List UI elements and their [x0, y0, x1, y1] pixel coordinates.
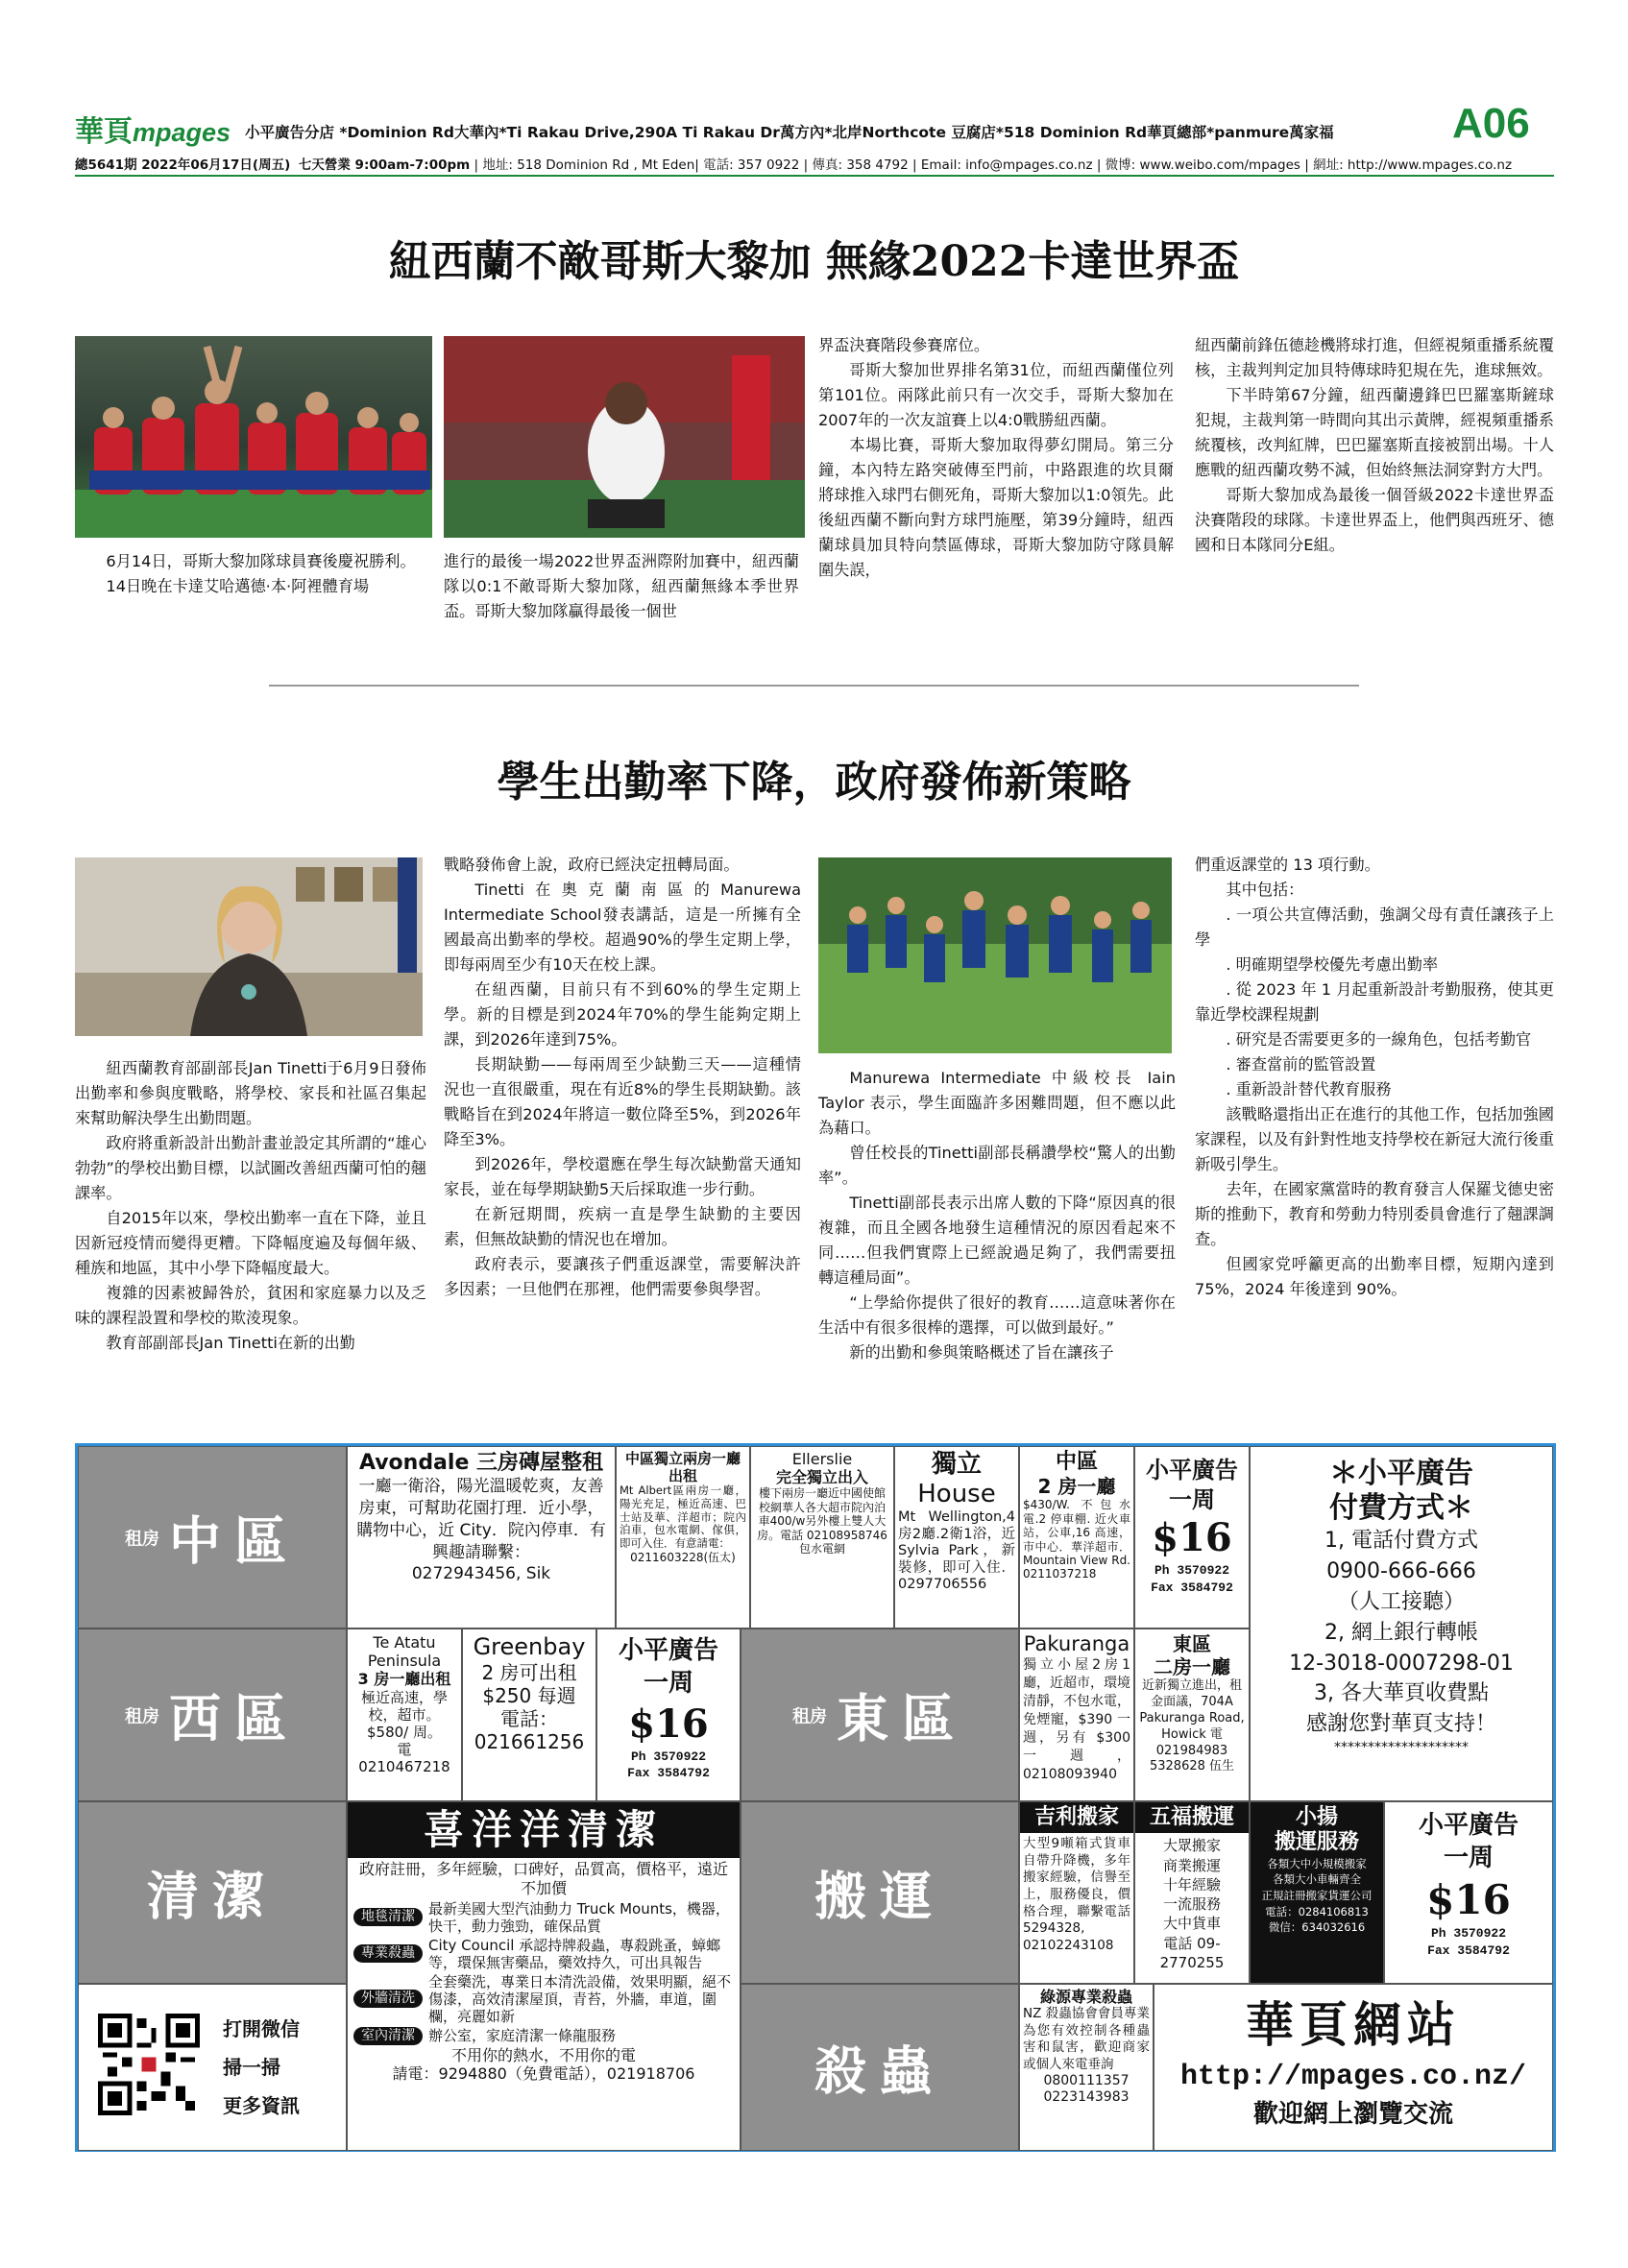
- payment-title: ＊小平廣告: [1329, 1457, 1473, 1490]
- ad-body: 樓下兩房一廳近中國使館校網華人各大超市院內泊車400/w另外樓上雙人大房。電話 02108958746: [757, 1486, 887, 1542]
- ad-body: 獨立小屋2房1廳，近超市，環境清靜，不包水電，免煙寵，$390 一週，另有 $300 一週，02108093940: [1023, 1657, 1130, 1782]
- ad-title: 吉利搬家: [1020, 1802, 1133, 1833]
- paragraph: 長期缺勤——每兩周至少缺勤三天——這種情況也一直很嚴重，現在有近8%的學生長期缺勤。該戰略旨在到2024年將這一數位降至5%，到2026年降至3%。: [444, 1055, 801, 1148]
- paragraph: . 一項公共宣傳活動，強調父母有責任讓孩子上學: [1195, 905, 1554, 949]
- paragraph: 6月14日，哥斯大黎加隊球員賽後慶祝勝利。: [106, 552, 416, 570]
- article2-col3: [818, 1066, 1176, 1365]
- ad-body: 各類大中小規模搬家 各類大小車輛齊全 正規註冊搬家貨運公司 電話：0284106813 微信：634032616: [1261, 1856, 1373, 1935]
- ad-subtitle: 搬運服務: [1274, 1830, 1359, 1855]
- ad-phone: 電 0210467218: [358, 1740, 450, 1775]
- paragraph: 新的出勤和參與策略概述了旨在讓孩子: [849, 1343, 1114, 1362]
- ad-jili-moving[interactable]: [1019, 1801, 1134, 1984]
- ad-east-2br[interactable]: [1134, 1629, 1250, 1801]
- paragraph: 教育部副部長Jan Tinetti在新的出勤: [106, 1334, 355, 1352]
- ad-payment-methods: [1250, 1446, 1553, 1801]
- wechat-line: 更多資訊: [223, 2094, 300, 2117]
- paragraph: Manurewa Intermediate 中級校長 Iain Taylor 表示，學生面臨許多困難問題，但不應以此為藉口。: [818, 1069, 1176, 1137]
- ad-body: NZ 殺蟲協會會員專業為您有效控制各種蟲害和鼠害，歡迎商家或個人來電垂詢: [1023, 2006, 1150, 2072]
- page-number: A06: [1452, 100, 1530, 147]
- ad-central-2br[interactable]: [1019, 1446, 1134, 1629]
- moving-category: 搬運: [814, 1865, 945, 1927]
- payment-line: 3, 各大華頁收費點: [1314, 1681, 1489, 1706]
- article2-headline: 學生出勤率下降，政府發佈新策略: [497, 758, 1131, 807]
- ad-phone: 0211603228(伍太): [630, 1550, 736, 1564]
- cleaning-service-desc: 最新美國大型汽油動力 Truck Mounts，機器，快干，動力強勁，確保品質: [428, 1899, 730, 1935]
- promo-price: $16: [1426, 1875, 1511, 1923]
- cleaning-intro: 政府註冊，多年經驗，口碑好，品質高，價格平，遠近不加價: [358, 1860, 728, 1897]
- payment-subtitle: 付費方式＊: [1329, 1491, 1473, 1525]
- ad-subtitle: House: [917, 1480, 996, 1509]
- ad-body: 極近高速，學校，超市。$580/ 周。: [360, 1688, 448, 1741]
- paragraph: 政府將重新設計出勤計畫並設定其所謂的“雄心勃勃”的學校出勤目標，以試圖改善紐西蘭可怕的翹課率。: [75, 1134, 426, 1202]
- ad-title: 中區獨立兩房一廳出租: [624, 1450, 741, 1484]
- contact-info: | 地址: 518 Dominion Rd , Mt Eden| 電話: 357 0922 | 傳真: 358 4792 | Email: info@mpages.co.nz | 微博: www.weibo.com/mpages | 網址: http://www.mpages.co.nz: [474, 157, 1513, 173]
- website-title: 華頁網站: [1246, 1996, 1461, 2053]
- classifieds-section: [75, 1443, 1556, 2152]
- ad-central-single[interactable]: [616, 1446, 750, 1629]
- paragraph: 政府表示，要讓孩子們重返課堂，需要解決許多因素；一旦他們在那裡，他們需要參與學習。: [444, 1255, 801, 1298]
- paragraph: 紐西蘭前鋒伍德趁機將球打進，但經視頻重播系統覆核，主裁判判定加貝特傳球時犯規在先，進球無效。: [1195, 336, 1554, 379]
- west-label: 西區: [169, 1687, 300, 1749]
- issue-date: 總5641期 2022年06月17日(周五): [75, 157, 291, 173]
- ad-promo-weekly[interactable]: [1384, 1801, 1553, 1984]
- article2-col2: [444, 853, 801, 1302]
- qr-code-icon[interactable]: [98, 2014, 200, 2115]
- wechat-line: 打開微信: [223, 2017, 300, 2040]
- cleaning-category: 清潔: [147, 1865, 278, 1927]
- ad-body: 大眾搬家 商業搬運 十年經驗 一流服務 大中貨車 電話 09-2770255: [1159, 1837, 1225, 1971]
- promo-title: 小平廣告: [1418, 1811, 1519, 1840]
- logo-cn: 華頁: [75, 115, 133, 149]
- wechat-prompt: [223, 2010, 300, 2125]
- article1-col4: [1195, 333, 1554, 558]
- rent-east-label: [741, 1629, 1019, 1801]
- ad-body: 電話：: [500, 1706, 558, 1730]
- article2-col4: [1195, 853, 1554, 1302]
- paragraph: 進行的最後一場2022世界盃洲際附加賽中，紐西蘭隊以0:1不敵哥斯大黎加隊，紐西蘭無緣本季世界盃。哥斯大黎加隊贏得最後一個世: [444, 552, 799, 620]
- ad-independent-house[interactable]: [894, 1446, 1019, 1629]
- photo-jan-tinetti: [75, 857, 423, 1036]
- promo-phone: Ph 3570922: [1154, 1563, 1229, 1579]
- paragraph: “上學給你提供了很好的教育……這意味著你在生活中有很多很棒的選擇，可以做到最好。”: [818, 1293, 1176, 1337]
- ad-phone: 0272943456, Sik: [411, 1564, 551, 1584]
- article1-headline: 紐西蘭不敵哥斯大黎加 無緣2022卡達世界盃: [388, 237, 1240, 286]
- ad-cleaning-xiyangyang[interactable]: [347, 1801, 741, 2151]
- ad-title: 小揚: [1295, 1805, 1338, 1829]
- paragraph: . 研究是否需要更多的一線角色，包括考勤官: [1226, 1030, 1532, 1049]
- ad-subtitle: 完全獨立出入: [775, 1468, 868, 1487]
- article2-col1: [75, 1056, 426, 1356]
- ad-website[interactable]: [1154, 1984, 1553, 2151]
- payment-line: 1, 電話付費方式: [1324, 1529, 1478, 1553]
- payment-line: 2, 網上銀行轉帳: [1324, 1620, 1478, 1645]
- carpet-cleaning-tag: 地毯清潔: [353, 1908, 423, 1926]
- promo-price: $16: [1152, 1515, 1232, 1561]
- ad-note: 包水電網: [798, 1541, 845, 1556]
- ad-phone: 0800111357: [1043, 2073, 1130, 2089]
- central-label: 中區: [169, 1509, 300, 1572]
- ad-body: 大型9噸箱式貨車自帶升降機，多年搬家經驗，信譽至上，服務優良，價格合理，聯繫電話 5294328, 02102243108: [1023, 1836, 1130, 1953]
- ad-body: $250 每週: [482, 1683, 576, 1707]
- photo-nz-player: [444, 336, 805, 538]
- pest-category: 殺蟲: [814, 2039, 945, 2102]
- promo-price: $16: [628, 1701, 709, 1747]
- rent-label: 租房: [125, 1529, 159, 1549]
- ad-avondale[interactable]: [347, 1446, 616, 1629]
- ad-title: 中區: [1055, 1450, 1098, 1474]
- paragraph: 在紐西蘭，目前只有不到60%的學生定期上學。新的目標是到2024年70%的學生能夠定期上課，到2026年達到75%。: [444, 980, 801, 1049]
- payment-thanks: 感謝您對華頁支持！: [1305, 1712, 1496, 1737]
- ad-greenbay[interactable]: [462, 1629, 596, 1801]
- payment-bank-account: 12-3018-0007298-01: [1289, 1651, 1514, 1676]
- ad-title: 綠源專業殺蟲: [1039, 1988, 1132, 2006]
- wechat-qr-block: [78, 1984, 347, 2151]
- ad-pakuranga[interactable]: [1019, 1629, 1134, 1801]
- photo-costa-rica-celebration: [75, 336, 432, 538]
- ad-subtitle: 2 房一廳: [1037, 1475, 1116, 1499]
- paragraph: 該戰略還指出正在進行的其他工作，包括加強國家課程，以及有針對性地支持學校在新冠大流行後重新吸引學生。: [1195, 1105, 1554, 1173]
- ad-promo-weekly[interactable]: [1134, 1446, 1250, 1629]
- paragraph: 界盃決賽階段參賽席位。: [818, 336, 990, 354]
- promo-subtitle: 一周: [1169, 1485, 1215, 1514]
- payment-phone: 0900-666-666: [1326, 1558, 1476, 1583]
- article1-col3: [818, 333, 1174, 583]
- promo-phone: Ph 3570922: [630, 1749, 706, 1764]
- promo-phone: Ph 3570922: [1430, 1926, 1506, 1942]
- cleaning-note: 不用你的熱水，不用你的電: [450, 2045, 636, 2064]
- ad-promo-weekly[interactable]: [596, 1629, 741, 1801]
- ad-body: Mt Wellington,4房2廳.2衛1浴，近 Sylvia Park，新裝修，即可入住．0297706556: [898, 1509, 1015, 1592]
- promo-subtitle: 一周: [643, 1668, 693, 1698]
- paragraph: 自2015年以來，學校出勤率一直在下降，並且因新冠疫情而變得更糟。下降幅度遍及每個年級、種族和地區，其中小學下降幅度最大。: [75, 1209, 426, 1277]
- branch-list: 小平廣告分店 *Dominion Rd大華內*Ti Rakau Drive,290A Ti Rakau Dr萬方內*北岸Northcote 豆腐店*518 Dominion Rd華頁總部*panmure萬家福: [245, 124, 1334, 141]
- paragraph: 其中包括：: [1226, 881, 1304, 899]
- paragraph: 哥斯大黎加世界排名第31位，而紐西蘭僅位列第101位。兩隊此前只有一次交手，哥斯大黎加在2007年的一次友誼賽上以4:0戰勝紐西蘭。: [818, 361, 1174, 429]
- promo-title: 小平廣告: [1146, 1456, 1238, 1484]
- cleaning-phone: 請電：9294880（免費電話），021918706: [392, 2063, 695, 2083]
- paragraph: 到2026年，學校還應在學生每次缺勤當天通知家長，並在每學期缺勤5天后採取進一步行動。: [444, 1155, 801, 1198]
- ad-title: Avondale 三房磚屋整租: [358, 1451, 604, 1475]
- photo-students-running: [818, 857, 1172, 1053]
- article1-col2: [444, 549, 799, 624]
- ad-title: Te Atatu: [373, 1633, 436, 1652]
- paragraph: 去年，在國家黨當時的教育發言人保羅戈德史密斯的推動下，教育和勞動力特別委員會進行了翹課調查。: [1195, 1180, 1554, 1248]
- payment-line: （人工接聽）: [1337, 1589, 1465, 1614]
- east-label: 東區: [837, 1687, 967, 1749]
- rent-central-label: [78, 1446, 347, 1629]
- paragraph: 14日晚在卡達艾哈邁德·本·阿裡體育場: [106, 577, 370, 595]
- cleaning-service-desc: 辦公室，家庭清潔一條龍服務: [428, 2027, 617, 2045]
- paragraph: . 審查當前的監管設置: [1226, 1055, 1376, 1074]
- ad-body: 近新獨立進出，租金面議，704A Pakuranga Road, Howick 電 021984983 5328628 伍生: [1139, 1678, 1245, 1774]
- promo-title: 小平廣告: [618, 1636, 718, 1665]
- ad-title: Greenbay: [473, 1633, 586, 1660]
- paragraph: 本場比賽，哥斯大黎加取得夢幻開局。第三分鐘，本內特左路突破傳至門前，中路跟進的坎貝爾將球推入球門右側死角，哥斯大黎加以1:0領先。此後紐西蘭不斷向對方球門施壓，第39分鐘時，紐西蘭球員加貝特向禁區傳球，哥斯大黎加防守隊員解圍失誤，: [818, 436, 1174, 579]
- moving-label: [741, 1801, 1019, 1984]
- payment-decoration: ********************: [1334, 1740, 1469, 1756]
- paragraph: 在新冠期間，疾病一直是學生缺勤的主要因素，但無故缺勤的情況也在增加。: [444, 1205, 801, 1248]
- rent-label: 租房: [792, 1706, 827, 1726]
- paragraph: . 重新設計替代教育服務: [1226, 1080, 1392, 1098]
- ad-ellerslie[interactable]: [750, 1446, 894, 1629]
- paragraph: 們重返課堂的 13 項行動。: [1195, 856, 1380, 874]
- section-divider: [269, 685, 1359, 687]
- cleaning-service-desc: City Council 承認持牌殺蟲，專殺跳蚤，蟑螂等，環保無害藥品，藥效持久，可出具報告: [428, 1936, 721, 1971]
- ad-phone: 021661256: [474, 1729, 585, 1753]
- paragraph: . 從 2023 年 1 月起重新設計考勤服務，使其更靠近學校課程規劃: [1195, 980, 1554, 1024]
- ad-title: Peninsula: [367, 1652, 442, 1671]
- ad-title: 獨立: [931, 1450, 982, 1479]
- ad-title: 五福搬運: [1135, 1802, 1249, 1833]
- paragraph: Tinetti在奧克蘭南區的Manurewa Intermediate School發表講話，這是一所擁有全國最高出勤率的學校。超過90%的學生定期上學，即每兩周至少有10天在校上課。: [444, 881, 801, 974]
- promo-fax: Fax 3584792: [1427, 1942, 1510, 1958]
- ad-body: 2 房可出租: [481, 1660, 577, 1684]
- logo-en: mpages: [133, 118, 231, 147]
- promo-fax: Fax 3584792: [627, 1766, 710, 1781]
- ad-body: Mt Albert區兩房一廳，陽光充足，極近高速、巴士站及華、洋超市；院內泊車，包水電網、傢俱，即可入住．有意請電：: [620, 1484, 746, 1551]
- rent-west-label: [78, 1629, 347, 1801]
- ad-body: $430/W. 不包水電.2 停車棚. 近火車站，公車,16 高速，市中心．華洋超市．Mountain View Rd. 0211037218: [1023, 1498, 1130, 1581]
- ad-phone: 0223143983: [1043, 2089, 1130, 2106]
- cleaning-label: [78, 1801, 347, 1984]
- paragraph: 戰略發佈會上說，政府已經決定扭轉局面。: [444, 856, 740, 874]
- indoor-cleaning-tag: 室內清潔: [353, 2027, 423, 2045]
- paragraph: Tinetti副部長表示出席人數的下降“原因真的很複雜，而且全國各地發生這種情況的原因看起來不同……但我們實際上已經說過足夠了，我們需要扭轉這種局面”。: [818, 1194, 1176, 1287]
- promo-fax: Fax 3584792: [1151, 1580, 1233, 1595]
- wechat-line: 掃一掃: [223, 2056, 280, 2079]
- paragraph: 曾任校長的Tinetti副部長稱讚學校“驚人的出勤率”。: [818, 1144, 1176, 1187]
- ad-title: Pakuranga: [1023, 1632, 1130, 1655]
- ad-body: 一廳一衛浴，陽光溫暖乾爽，友善房東，可幫助花園打理．近小學，購物中心，近 City．院內停車．有興趣請聯繫：: [356, 1477, 606, 1563]
- ad-lvyuan-pest[interactable]: [1019, 1984, 1154, 2151]
- paragraph: 複雜的因素被歸咎於，貧困和家庭暴力以及乏味的課程設置和學校的欺淩現象。: [75, 1284, 426, 1327]
- promo-subtitle: 一周: [1443, 1843, 1494, 1872]
- website-url-link[interactable]: http://mpages.co.nz/: [1179, 2061, 1527, 2093]
- cleaning-title: 喜洋洋清潔: [348, 1802, 740, 1858]
- pest-label: [741, 1984, 1019, 2151]
- cleaning-service-desc: 全套藥洗，專業日本清洗設備，效果明顯，絕不傷漆，高效清潔屋頂，青苔，外牆，車道，圍欄，亮麗如新: [428, 1972, 732, 2025]
- ad-wufu-moving[interactable]: [1134, 1801, 1250, 1984]
- paragraph: 下半時第67分鐘，紐西蘭邊鋒巴巴羅塞斯鏟球犯規，主裁判第一時間向其出示黃牌，經視頻重播系統覆核，改判紅牌，巴巴羅塞斯直接被罰出場。十人應戰的紐西蘭攻勢不減，但始終無法洞穿對方大門。: [1195, 386, 1554, 479]
- paragraph: 紐西蘭教育部副部長Jan Tinetti于6月9日發佈出勤率和參與度戰略，將學校、家長和社區召集起來幫助解決學生出勤問題。: [75, 1059, 426, 1127]
- ad-subtitle: 二房一廳: [1154, 1655, 1230, 1678]
- ad-title: 東區: [1173, 1632, 1211, 1655]
- ad-xiaoyang-moving[interactable]: [1250, 1801, 1384, 1984]
- paragraph: 但國家党呼籲更高的出勤率目標，短期內達到 75%，2024 年後達到 90%。: [1195, 1255, 1554, 1298]
- business-hours: 七天營業 9:00am-7:00pm: [298, 157, 471, 173]
- website-tagline: 歡迎網上瀏覽交流: [1252, 2100, 1453, 2129]
- paragraph: 哥斯大黎加成為最後一個晉級2022卡達世界盃決賽階段的球隊。卡達世界盃上，他們與西班牙、德國和日本隊同分E組。: [1195, 486, 1554, 554]
- paragraph: . 明確期望學校優先考慮出勤率: [1226, 955, 1439, 974]
- exterior-wash-tag: 外牆清洗: [353, 1990, 423, 2008]
- header-rule: [75, 175, 1554, 177]
- issue-line: [75, 154, 1512, 173]
- masthead-logo: [75, 108, 231, 150]
- ad-subtitle: 3 房一廳出租: [357, 1670, 451, 1689]
- ad-title: Ellerslie: [791, 1450, 853, 1468]
- article1-col1: [75, 549, 426, 599]
- pest-control-tag: 專業殺蟲: [353, 1944, 423, 1963]
- ad-te-atatu[interactable]: [347, 1629, 462, 1801]
- rent-label: 租房: [125, 1706, 159, 1726]
